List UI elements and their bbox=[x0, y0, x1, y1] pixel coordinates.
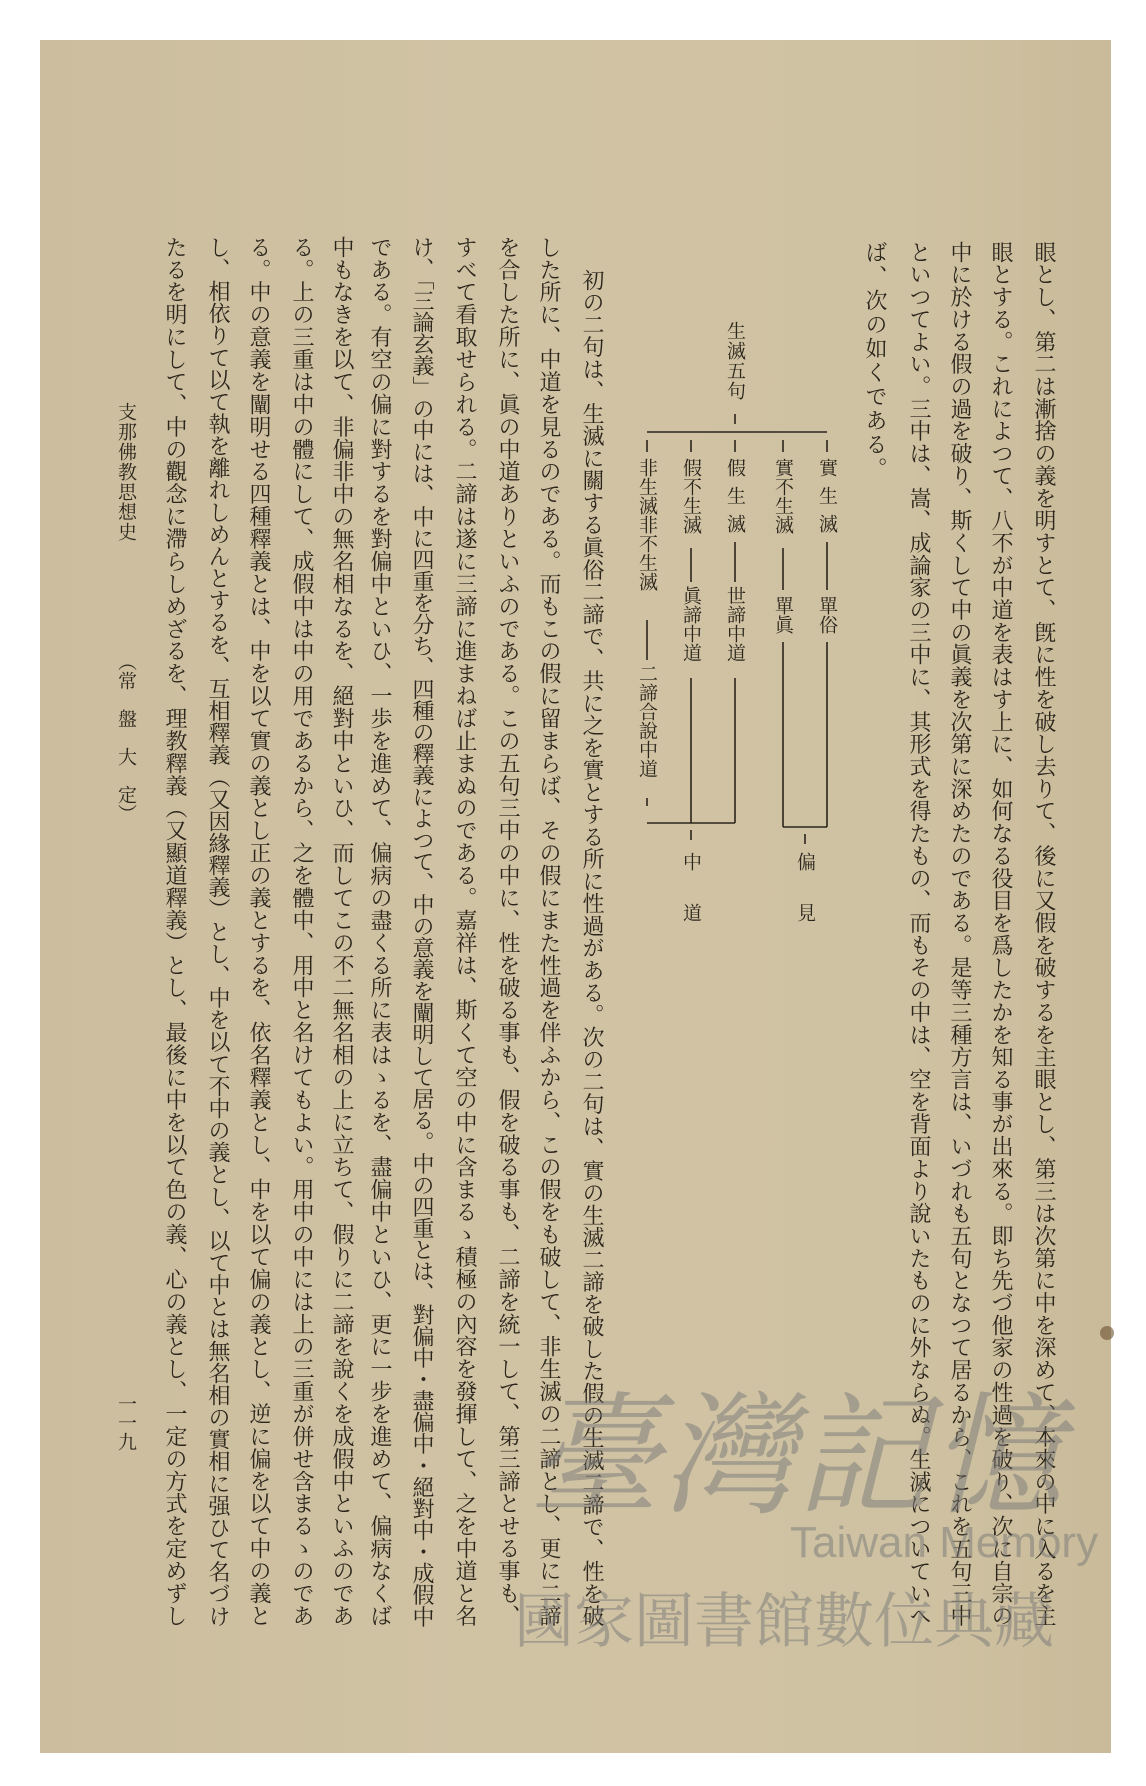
branch-phrase: 實不生滅 bbox=[772, 458, 794, 534]
text-column: 中に於ける假の過を破り、斯くして中の眞義を次第に深めたのである。是等三種方言は、いづれも五句となつて居るから、これを五句三中 bbox=[947, 241, 972, 1627]
watermark-logo: 臺灣記憶 bbox=[528, 1380, 1064, 1534]
text-column: け、「三論玄義」の中には、中に四重を分ち、四種の釋義によつて、中の意義を闡明して居る。中の四重とは、對偏中・盡偏中・絕對中・成假中 bbox=[409, 236, 434, 1628]
branch-phrase: 實生滅 bbox=[816, 458, 838, 542]
page-number: 一一九 bbox=[115, 1394, 137, 1451]
text-column: すべて看取せられる。二諦は遂に三諦に進まねば止まぬのである。嘉祥は、斯くて空の中に含まるゝ積極の內容を發揮して、之を中道と名 bbox=[452, 236, 477, 1627]
text-column: 中もなきを以て、非偏非中の無名相なるを、絕對中といひ、而してこの不二無名相の上に立ちて、假りに二諦を說くを成假中といふのであ bbox=[329, 236, 354, 1627]
author-name: （常 盤 大 定） bbox=[115, 652, 137, 823]
branch-phrase: 非生滅非不生滅 bbox=[636, 458, 658, 591]
text-column: である。有空の偏に對するを對偏中といひ、一歩を進めて、偏病の盡くる所に表はゝるを、盡偏中といひ、更に一步を進めて、偏病なくば bbox=[367, 236, 392, 1627]
book-title: 支那佛教思想史 bbox=[115, 402, 137, 542]
group-label-biased-view: 偏見 bbox=[794, 852, 816, 954]
paper-stain bbox=[1100, 1326, 1114, 1340]
watermark-english: Taiwan Memory bbox=[790, 1518, 1099, 1567]
text-column: といつてよい。三中は、嵩、成論家の三中に、其形式を得たもの、而もその中は、空を背面より說いたものに外ならぬ。生滅についていへ bbox=[906, 241, 931, 1627]
diagram-title: 生滅五句 bbox=[724, 321, 746, 401]
text-column: した所に、中道を見るのである。而もこの假に留まらば、その假にまた性過を伴ふから、この假をも破して、非生滅の二諦とし、更に二諦 bbox=[536, 236, 561, 1627]
text-column: 眼とし、第二は漸捨の義を明すとて、旣に性を破し去りて、後に又假を破するを主眼とし、第三は次第に中を深めて、本來の中に入るを主 bbox=[1031, 241, 1056, 1627]
text-column: を合した所に、眞の中道ありといふのである。この五句三中の中に、性を破る事も、假を破る事も、二諦を統一して、第三諦とせる事も、 bbox=[495, 236, 520, 1627]
branch-result: 二諦合說中道 bbox=[636, 664, 658, 778]
branch-result: 眞諦中道 bbox=[680, 586, 702, 662]
text-column: たるを明にして、中の觀念に滯らしめざるを、理教釋義（又顯道釋義）とし、最後に中を以て色の義、心の義とし、一定の方式を定めずし bbox=[162, 236, 187, 1627]
branch-phrase: 假生滅 bbox=[724, 458, 746, 542]
watermark-institution: 國家圖書館數位典藏 bbox=[514, 1587, 1054, 1657]
branch-result: 單眞 bbox=[772, 596, 794, 634]
text-column: 眼とする。これによつて、八不が中道を表はす上に、如何なる役目を爲したかを知る事が出來る。即ち先づ他家の性過を破り、次に自宗の bbox=[988, 241, 1013, 1627]
branch-result: 單俗 bbox=[816, 596, 838, 634]
group-label-middle-way: 中道 bbox=[680, 852, 702, 954]
text-column: る。中の意義を闡明せる四種釋義とは、中を以て實の義とし正の義とするを、依名釋義とし、中を以て偏の義とし、逆に偏を以て中の義と bbox=[246, 236, 271, 1627]
text-column: る。上の三重は中の體にして、成假中は中の用であるから、之を體中、用中と名けてもよい。用中の中には上の三重が併せ含まるゝのであ bbox=[289, 236, 314, 1627]
branch-phrase: 假不生滅 bbox=[680, 458, 702, 534]
text-column: 初の二句は、生滅に關する眞俗二諦で、共に之を實とする所に性過がある。次の二句は、實の生滅二諦を破した假の生滅二諦で、性を破 bbox=[579, 269, 604, 1627]
text-column: し、相依りて以て執を離れしめんとするを、互相釋義（又因緣釋義）とし、中を以て不中の義とし、以て中とは無名相の實相に强ひて名づけ bbox=[205, 236, 230, 1627]
text-column: ば、次の如くである。 bbox=[862, 241, 887, 481]
branch-result: 世諦中道 bbox=[724, 586, 746, 662]
